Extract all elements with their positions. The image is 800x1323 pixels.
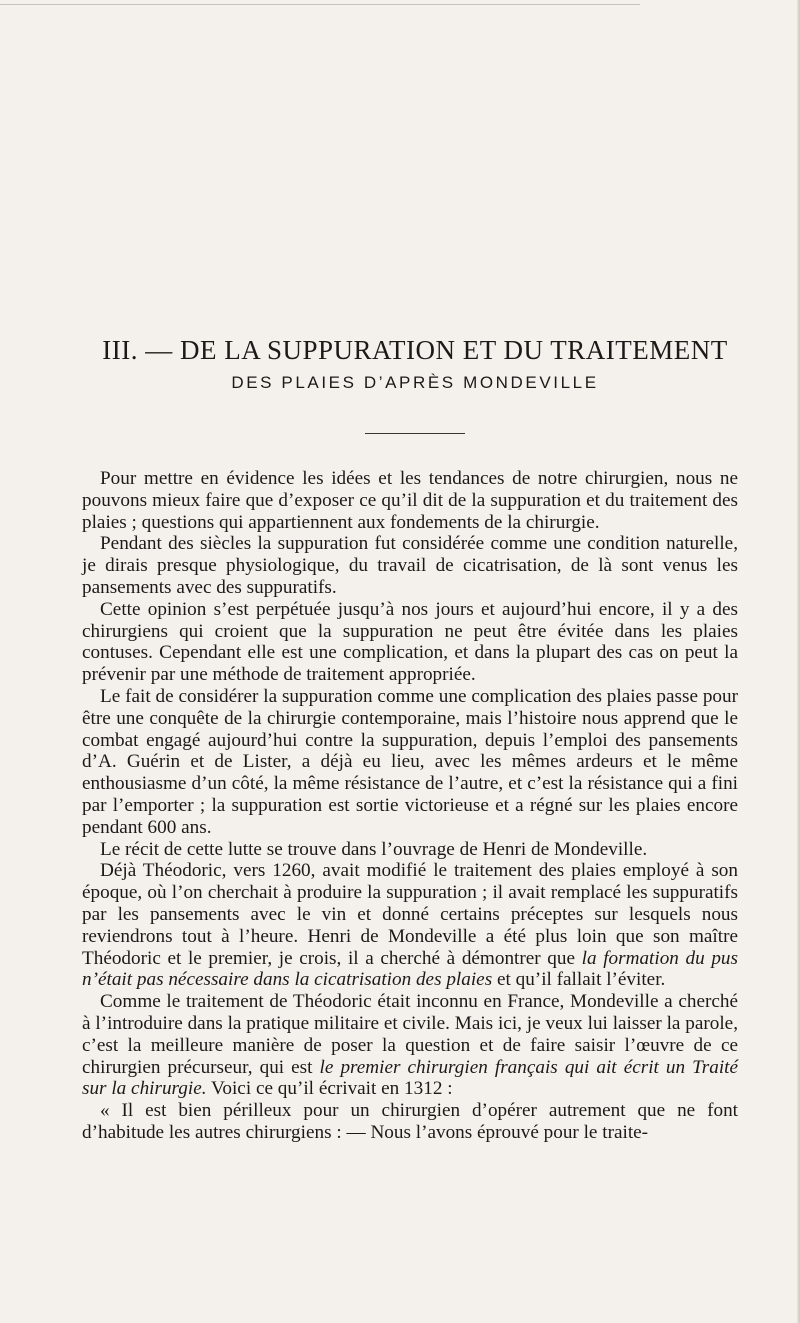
paragraph-text: Comme le traitement de Théodoric était inconnu en France, Mondeville a cherché à l’introduire dans la pratique militaire et civile. Mais ici, je veux lui laisser la parole, c’est la meilleure manière de poser la question et de faire saisir l’œuvre de ce chirurgien précurseur, qui est [82, 991, 738, 1078]
section-title: III. — DE LA SUPPURATION ET DU TRAITEMENT [102, 335, 728, 365]
paragraph-text: Déjà Théodoric, vers 1260, avait modifié le traitement des plaies employé à son époque, où l’on cherchait à produire la suppuration ; il avait remplacé les suppuratifs par les pansements avec le vin et donné certains préceptes sur lesquels nous reviendrons tout à l’heure. Henri de Mondeville a été plus loin que son maître Théodoric et le premier, je crois, il a cherché à démontrer que [82, 860, 738, 969]
italic-phrase: la formation du pus n’était pas nécessaire dans la cicatrisation des plaies [82, 947, 738, 991]
paragraph-text: et qu’il fallait l’éviter. [492, 969, 666, 991]
italic-phrase: le premier chirurgien français qui ait écrit un Traité sur la chirurgie. [82, 1056, 738, 1100]
section-subtitle: DES PLAIES D’APRÈS MONDEVILLE [231, 373, 599, 392]
paragraph-text: Voici ce qu’il écrivait en 1312 : [206, 1078, 453, 1100]
paragraph: Pour mettre en évidence les idées et les tendances de notre chirurgien, nous ne pouvons mieux faire que d’exposer ce qu’il dit de la suppuration et du traitement des plaies ; questions qui appartiennent aux fondements de la chirurgie. [82, 468, 738, 533]
quotation: « Il est bien périlleux pour un chirurgien d’opérer autrement que ne font d’habitude les autres chirurgiens : — Nous l’avons éprouvé pour le traite- [82, 1100, 738, 1143]
paragraph: Cette opinion s’est perpétuée jusqu’à nos jours et aujourd’hui encore, il y a des chirurgiens qui croient que la suppuration ne peut être évitée dans les plaies contuses. Cependant elle est une complication, et dans la plupart des cas on peut la prévenir par une méthode de traitement appropriée. [82, 598, 738, 686]
paragraph: Le fait de considérer la suppuration comme une complication des plaies passe pour être une conquête de la chirurgie contemporaine, mais l’histoire nous apprend que le combat engagé aujourd’hui contre la suppuration, depuis l’emploi des pansements d’A. Guérin et de Lister, a déjà eu lieu, avec les mêmes ardeurs et le même enthousiasme d’un côté, la même résistance de l’autre, et c’est la résistance qui a fini par l’emporter ; la suppuration est sortie victorieuse et a régné sur les plaies encore pendant 600 ans. [82, 685, 738, 838]
paragraph [82, 991, 738, 1100]
page-edge-rule [0, 4, 640, 5]
paragraph: Pendant des siècles la suppuration fut considérée comme une condition naturelle, je dirais presque physiologique, du travail de cicatrisation, de là sont venus les pansements avec des suppuratifs. [82, 533, 738, 598]
paragraph [82, 860, 738, 991]
body-text [82, 468, 738, 1144]
title-divider [365, 433, 465, 434]
paragraph: Le récit de cette lutte se trouve dans l’ouvrage de Henri de Mondeville. [100, 838, 648, 860]
